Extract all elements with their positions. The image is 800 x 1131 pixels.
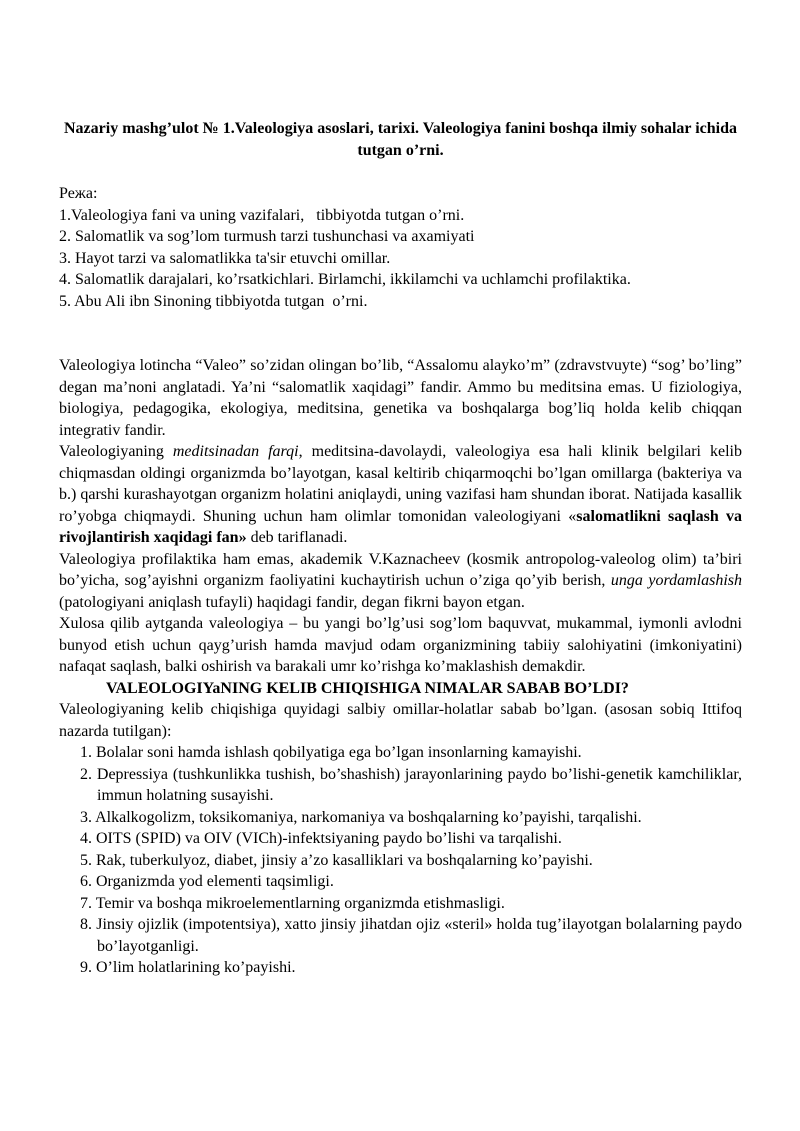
plan-item: 2. Salomatlik va sog’lom turmush tarzi tushunchasi va axamiyati (59, 228, 475, 245)
list-item: 4. OITS (SPID) va OIV (VICh)-infektsiyaning paydo bo’lishi va tarqalishi. (80, 830, 562, 847)
plan-item: 5. Abu Ali ibn Sinoning tibbiyotda tutgan o’rni. (59, 292, 368, 310)
text-run: deb tariflanadi. (246, 529, 348, 546)
list-item: 3. Alkalkogolizm, toksikomaniya, narkomaniya va boshqalarning ko’payishi, tarqalishi. (80, 808, 642, 826)
list-item: 5. Rak, tuberkulyoz, diabet, jinsiy a’zo kasalliklari va boshqalarning ko’payishi. (80, 851, 593, 869)
body-text (59, 355, 742, 979)
plan-item: 1.Valeologiya fani va uning vazifalari, tibbiyotda tutgan o’rni. (59, 206, 465, 224)
section-heading: VALEOLOGIYaNING KELIB CHIQISHIGA NIMALAR SABAB BO’LDI? (106, 679, 629, 697)
paragraph-conclusion: Xulosa qilib aytganda valeologiya – bu yangi bo’lg’usi sog’lom baquvvat, mukammal, iymonli avlodni bunyod etish uchun qayg’urish hamda mavjud odam organizmining tabiiy salohiyatini (imkoniyatini) nafaqat saqlash, balki oshirish va barakali umr ko’rishga ko’maklashish demakdir. (59, 615, 742, 675)
text-run: , meditsina-davolaydi, valeologiya esa hali klinik belgilari kelib chiqmasdan oldingi organizmda bo’layotgan, kasal keltirib chiqarmoqchi bo’lgan omillarga (bakteriya va b.) qarshi kurashayotgan organizm holatini aniqlaydi, uning vazifasi ham shundan iborat. Natijada kasallik ro’yobga chiqmaydi. Shuning uchun ham olimlar tomonidan valeologiyani « (59, 443, 742, 525)
list-item: 1. Bolalar soni hamda ishlash qobilyatiga ega bo’lgan insonlarning kamayishi. (80, 744, 582, 761)
plan-item: 3. Hayot tarzi va salomatlikka ta'sir etuvchi omillar. (59, 249, 391, 267)
plan-item: 4. Salomatlik darajalari, ko’rsatkichlari. Birlamchi, ikkilamchi va uchlamchi profilaktika. (59, 271, 631, 288)
list-item: 7. Temir va boshqa mikroelementlarning organizmda etishmasligi. (80, 894, 505, 912)
lecture-title: Nazariy mashg’ulot № 1.Valeologiya asoslari, tarixi. Valeologiya fanini boshqa ilmiy sohalar ichida tutgan o’rni. (63, 120, 738, 159)
list-item: 8. Jinsiy ojizlik (impotentsiya), xatto jinsiy jihatdan ojiz «steril» holda tug’ilayotgan bolalarning paydo bo’layotganligi. (80, 916, 742, 955)
text-run: Valeologiyaning (59, 443, 173, 460)
paragraph-difference (59, 441, 742, 549)
plan-section (59, 183, 742, 312)
italic-term: meditsinadan farqi (172, 443, 299, 460)
italic-term: unga yordamlashish (610, 572, 743, 589)
text-run: (patologiyani aniqlash tufayli) haqidagi fandir, degan fikrni bayon etgan. (59, 593, 525, 611)
paragraph-definition: Valeologiya lotincha “Valeo” so’zidan olingan bo’lib, “Assalomu alayko’m” (zdravstvuyte) “sog’ bo’ling” degan ma’noni anglatadi. Ya’ni “salomatlik xaqidagi” fandir. Ammo bu meditsina emas. U fiziologiya, biologiya, pedagogika, ekologiya, meditsina, genetika va boshqalarga bog’liq holda kelib chiqqan integrativ fandir. (59, 357, 742, 439)
causes-list (59, 742, 742, 979)
section-intro: Valeologiyaning kelib chiqishiga quyidagi salbiy omillar-holatlar sabab bo’lgan. (asosan sobiq Ittifoq nazarda tutilgan): (59, 701, 742, 740)
list-item: 6. Organizmda yod elementi taqsimligi. (80, 873, 334, 890)
list-item: 2. Depressiya (tushkunlikka tushish, bo’shashish) jarayonlarining paydo bo’lishi-genetik kamchiliklar, immun holatning susayishi. (80, 765, 742, 804)
paragraph-kaznacheev (59, 549, 742, 614)
document-page (59, 118, 742, 979)
bold-definition: salomatlikni saqlash va rivojlantirish xaqidagi fan» (59, 507, 742, 546)
text-run: Valeologiya profilaktika ham emas, akademik V.Kaznacheev (kosmik antropolog-valeolog olim) ta’biri bo’yicha, sog’ayishni organizm faoliyatini kuchaytirish uchun o’ziga qo’yib berish, (59, 550, 742, 589)
plan-label: Режа: (59, 185, 98, 202)
list-item: 9. O’lim holatlarining ko’payishi. (80, 959, 296, 976)
